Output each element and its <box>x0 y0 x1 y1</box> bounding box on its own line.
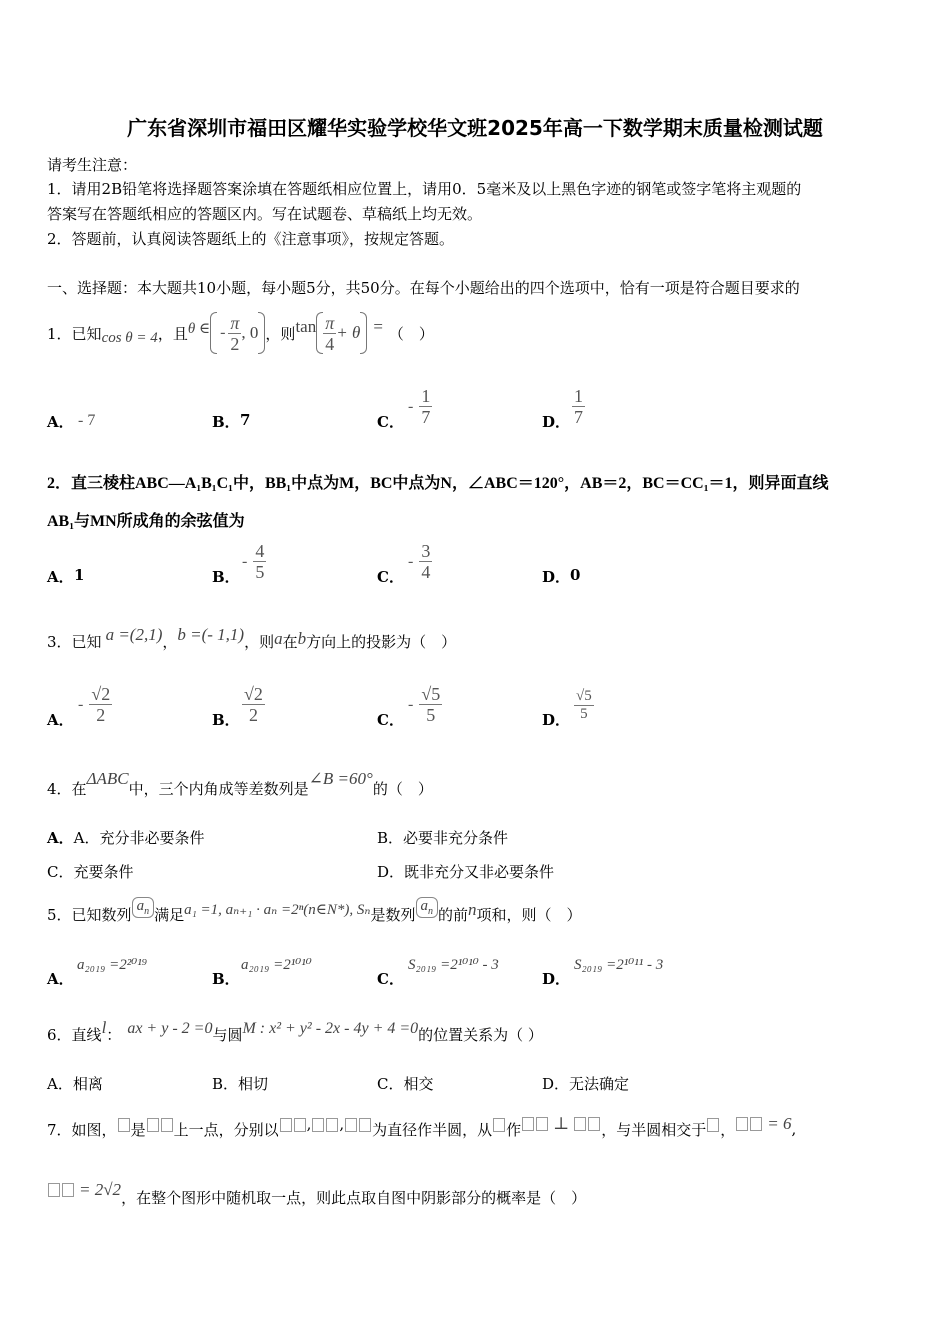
q2-option-c-value: - $\frac{3}{4}$ <box>408 541 431 582</box>
q5-text-1: 已知数列 <box>71 905 132 924</box>
q5-option-d-label[interactable]: D． <box>542 970 571 988</box>
notice-line-3: 2．答题前，认真阅读答题纸上的《注意事项》，按规定答题。 <box>47 230 455 248</box>
q3-b: b <box>297 629 307 648</box>
q2-line-1: 2．直三棱柱ABC—A₁B₁C₁中，BB₁中点为M，BC中点为N，∠ABC＝120°，AB＝2，BC＝CC₁＝1，则异面直线 <box>47 475 829 492</box>
q7-text-1: 如图， <box>71 1120 117 1139</box>
q4-option-a[interactable]: A．A．充分非必要条件 <box>47 829 205 847</box>
q1-theta-in: θ ∈ <box>187 320 211 337</box>
q4-option-b[interactable]: B．必要非充分条件 <box>377 829 509 847</box>
q1-option-d-label[interactable]: D． <box>542 413 571 431</box>
q5-sequence-2: $a_n$ <box>416 897 439 918</box>
q7-placeholder-perp: ⊥ <box>521 1114 601 1134</box>
q1-pi-over-4: $\frac{\pi}{4}$ <box>325 312 335 354</box>
q3-option-d-label[interactable]: D． <box>542 711 571 729</box>
q6-text-3: 的位置关系为（ ） <box>418 1025 543 1044</box>
q1-option-b-label[interactable]: B． <box>212 413 240 431</box>
question-1 <box>47 312 434 354</box>
q6-circle-equation: M : x² + y² - 2x - 4y + 4 =0 <box>242 1020 419 1037</box>
q1-option-b-value: 7 <box>240 411 251 429</box>
q6-option-c[interactable]: C．相交 <box>377 1075 434 1093</box>
q5-option-c-value: S₂₀₁₉ =2¹⁰¹⁰ - 3 <box>408 957 499 973</box>
q3-vector-a: a =(2,1) <box>105 625 163 644</box>
q3-comma: ， <box>162 632 178 651</box>
q4-option-c[interactable]: C．充要条件 <box>47 863 134 881</box>
q4-option-d[interactable]: D．既非充分又非必要条件 <box>377 863 555 881</box>
question-3 <box>47 626 456 656</box>
q7-text-6: ，与半圆相交于 <box>601 1120 707 1139</box>
q5-option-a-label[interactable]: A． <box>47 970 74 988</box>
q1-cos-expr: cos θ = 4 <box>101 329 158 346</box>
q5-option-b-label[interactable]: B． <box>212 970 240 988</box>
q7-comma-2: , <box>791 1120 797 1138</box>
q5-text-2: 满足 <box>154 905 185 924</box>
q1-text-3: ，则 <box>265 324 296 343</box>
q7-length-6: = 6 <box>735 1114 791 1134</box>
q3-text-3: 在 <box>282 632 298 651</box>
q2-option-a-value: 1 <box>74 566 85 584</box>
q1-plus-theta: + θ <box>336 323 361 342</box>
q2-option-d-label[interactable]: D． <box>542 568 571 586</box>
q1-option-a-value: - 7 <box>78 412 96 429</box>
q7-placeholder-segment <box>146 1115 174 1133</box>
q3-number: 3． <box>47 632 72 651</box>
q4-text-2: 中，三个内角成等差数列是 <box>128 779 309 798</box>
q1-option-c-value: - $\frac{1}{7}$ <box>408 386 431 427</box>
q2-option-b-label[interactable]: B． <box>212 568 240 586</box>
q7-placeholder-diameters: , , <box>279 1115 373 1133</box>
q1-option-c-label[interactable]: C． <box>377 413 404 431</box>
q3-text-2: ，则 <box>244 632 275 651</box>
q2-option-d-value: 0 <box>570 566 581 584</box>
q1-tan-right-paren <box>360 312 367 354</box>
q1-option-a-label[interactable]: A． <box>47 413 74 431</box>
q4-number: 4． <box>47 779 72 798</box>
q6-text-2: 与圆 <box>212 1025 243 1044</box>
question-7 <box>47 1112 796 1146</box>
q1-tan-left-paren <box>316 312 323 354</box>
notice-heading: 请考生注意： <box>47 156 138 174</box>
question-6 <box>47 1014 543 1054</box>
q5-number: 5． <box>47 905 72 924</box>
q6-option-b[interactable]: B．相切 <box>212 1075 269 1093</box>
q2-line-2: AB₁与MN所成角的余弦值为 <box>47 513 245 530</box>
q7-text-4: 为直径作半圆，从 <box>372 1120 493 1139</box>
q5-option-d-value: S₂₀₁₉ =2¹⁰¹¹ - 3 <box>574 957 664 973</box>
q1-paren: （ ） <box>388 324 434 343</box>
q4-text-1: 在 <box>71 779 87 798</box>
q3-a: a <box>274 629 283 648</box>
q7-placeholder-point <box>117 1115 131 1133</box>
q3-option-a-value: - $\frac{√2}{2}$ <box>78 684 111 725</box>
q3-option-b-value: $\frac{√2}{2}$ <box>244 684 263 725</box>
q7-placeholder-from <box>492 1115 506 1133</box>
q1-left-paren <box>210 312 217 354</box>
q2-option-a-label[interactable]: A． <box>47 568 74 586</box>
q3-text-1: 已知 <box>71 632 102 651</box>
q7-comma: ， <box>720 1120 736 1139</box>
q4-triangle: ΔABC <box>86 769 129 788</box>
q5-text-5: 项和，则（ ） <box>476 905 582 924</box>
q3-option-c-value: - $\frac{√5}{5}$ <box>408 684 441 725</box>
q3-option-a-label[interactable]: A． <box>47 711 74 729</box>
q7-text-3: 上一点，分别以 <box>173 1120 279 1139</box>
q3-vector-b: b =(- 1,1) <box>177 625 245 644</box>
notice-line-2: 答案写在答题纸相应的答题区内。写在试题卷、草稿纸上均无效。 <box>47 205 483 223</box>
q3-option-d-value: $\frac{√5}{5}$ <box>576 688 592 722</box>
q1-pi-over-2: $\frac{\pi}{2}$ <box>230 312 240 354</box>
q3-option-c-label[interactable]: C． <box>377 711 404 729</box>
q1-text-2: ，且 <box>157 324 188 343</box>
q5-n: n <box>468 900 477 919</box>
q1-right-paren <box>258 312 265 354</box>
q1-text-1: 已知 <box>71 324 102 343</box>
q7-placeholder-intersect <box>706 1115 720 1133</box>
q6-line-equation: ax + y - 2 =0 <box>127 1020 213 1037</box>
q5-condition: a₁ =1, aₙ₊₁ · aₙ =2ⁿ(n∈N*), Sₙ <box>184 901 371 918</box>
q7-text-2: 是 <box>130 1120 146 1139</box>
q4-angle: ∠B =60° <box>308 769 373 788</box>
question-7-line-2 <box>47 1180 586 1214</box>
q6-text-1: 直线 <box>71 1025 102 1044</box>
q1-tan: tan <box>295 317 317 336</box>
q5-text-3: 是数列 <box>370 905 416 924</box>
q3-option-b-label[interactable]: B． <box>212 711 240 729</box>
q4-text-3: 的（ ） <box>372 779 433 798</box>
q7-length-2sqrt2: = 2√2 <box>47 1180 121 1200</box>
q5-option-b-value: a₂₀₁₉ =2¹⁰¹⁰ <box>241 957 312 973</box>
q6-number: 6． <box>47 1025 72 1044</box>
notice-line-1: 1．请用2B铅笔将选择题答案涂填在答题纸相应位置上，请用0．5毫米及以上黑色字迹的钢笔或签字笔将主观题的 <box>47 180 802 198</box>
q5-option-a-value: a₂₀₁₉ =2²⁰¹⁹ <box>77 957 147 973</box>
q2-option-b-value: - $\frac{4}{5}$ <box>242 541 265 582</box>
section-1-heading: 一、选择题：本大题共10小题，每小题5分，共50分。在每个小题给出的四个选项中，恰有一项是符合题目要求的 <box>47 279 800 297</box>
q5-option-c-label[interactable]: C． <box>377 970 404 988</box>
q5-text-4: 的前 <box>438 905 469 924</box>
q6-option-d[interactable]: D．无法确定 <box>542 1075 630 1093</box>
q6-colon: ： <box>106 1025 122 1044</box>
q3-text-4: 方向上的投影为（ ） <box>306 632 457 651</box>
page-title: 广东省深圳市福田区耀华实验学校华文班2025年高一下数学期末质量检测试题 <box>127 116 823 140</box>
q1-equals: = <box>373 317 383 336</box>
q7-number: 7． <box>47 1120 72 1139</box>
q1-number: 1． <box>47 324 72 343</box>
q6-l: l <box>101 1018 107 1037</box>
q5-sequence: $a_n$ <box>132 897 155 918</box>
q1-minus: - <box>220 324 226 341</box>
q2-option-c-label[interactable]: C． <box>377 568 404 586</box>
q7-text-5: 作 <box>506 1120 522 1139</box>
q1-zero: , 0 <box>241 323 259 342</box>
question-4 <box>47 768 433 808</box>
q7-text-7: ，在整个图形中随机取一点，则此点取自图中阴影部分的概率是（ ） <box>121 1188 587 1207</box>
question-5 <box>47 894 582 934</box>
q1-option-d-value: $\frac{1}{7}$ <box>574 386 583 427</box>
q6-option-a[interactable]: A．相离 <box>47 1075 103 1093</box>
